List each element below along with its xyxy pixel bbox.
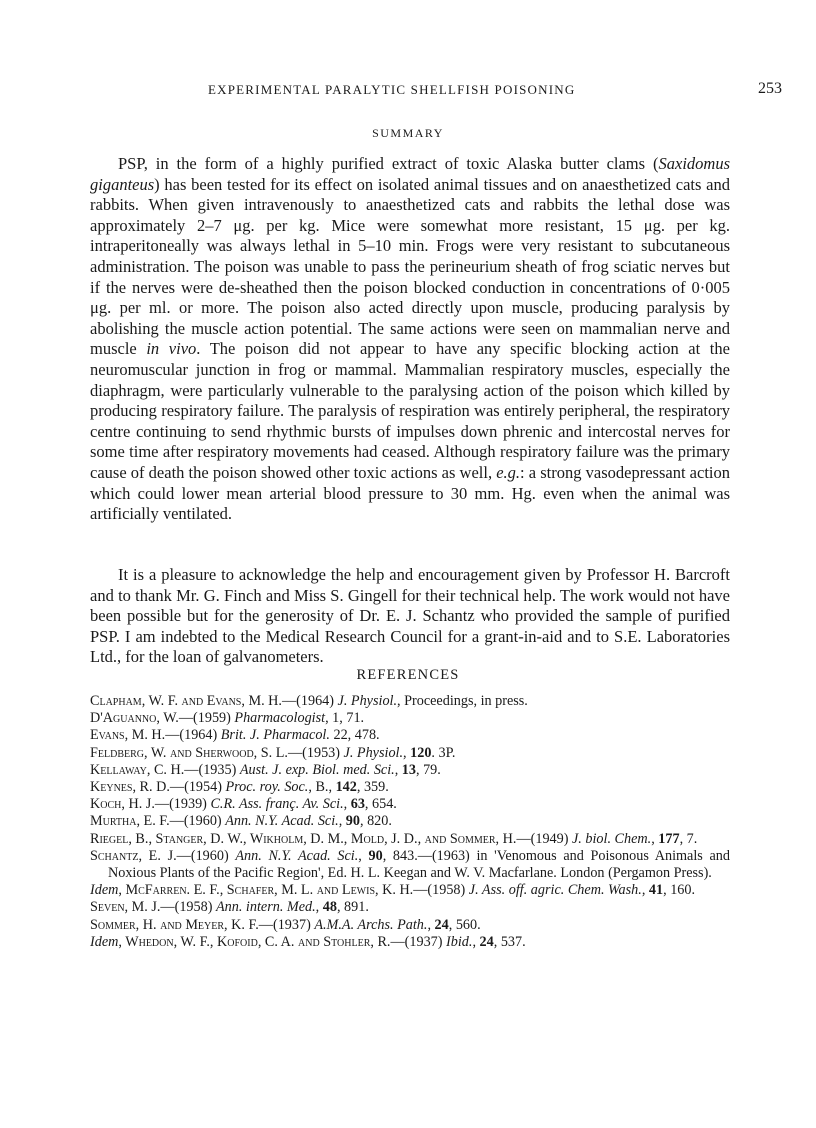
reference-authors: Keynes, R. D. — [90, 779, 170, 796]
page-number: 253 — [758, 80, 782, 97]
summary-text: PSP, in the form of a highly purified extract of toxic Alaska butter clams ( — [118, 154, 659, 173]
reference-series: , B., — [308, 779, 336, 796]
reference-journal: A.M.A. Archs. Path. — [314, 916, 428, 933]
reference-authors: Seven, M. J. — [90, 899, 161, 916]
reference-year: —(1935) — [184, 761, 240, 778]
reference-authors: , Whedon, W. F., Kofoid, C. A. and Stohler, R. — [118, 933, 391, 950]
reference-year: —(1958) — [160, 899, 216, 916]
reference-pages: , Proceedings, in press. — [397, 693, 528, 709]
summary-text: . The poison did not appear to have any specific blocking action at the neuromuscular junction in frog or mammal. Mammalian respiratory muscles, especially the diaphragm, were particularly vulnerable to the paralysing action of the poison which killed by producing respiratory failure. The paralysis of respiration was entirely peripheral, the respiratory centre continuing to send rhythmic bursts of impulses down phrenic and intercostal nerves for some time after respiratory movements had ceased. Although respiratory failure was the primary cause of death the poison showed other toxic actions as well, — [90, 339, 730, 482]
reference-year: —(1937) — [390, 933, 447, 950]
reference-journal: J. Physiol. — [343, 744, 404, 761]
references-heading: REFERENCES — [356, 667, 460, 683]
reference-authors: Schantz, E. J. — [90, 847, 177, 864]
reference-item: Feldberg, W. and Sherwood, S. L.—(1953) J. Physiol., 120. 3P. — [90, 744, 456, 761]
reference-volume: 120 — [410, 744, 432, 761]
reference-item: Riegel, B., Stanger, D. W., Wikholm, D. M., Mold, J. D., and Sommer, H.—(1949) J. biol. Chem., 177, 7. — [90, 830, 698, 847]
reference-item — [90, 693, 730, 710]
reference-pages: , 820. — [359, 813, 392, 830]
reference-journal: Proc. roy. Soc. — [225, 779, 309, 796]
reference-pages: , 654. — [364, 796, 397, 813]
acknowledgement-paragraph: It is a pleasure to acknowledge the help and encouragement given by Professor H. Barcroft and to thank Mr. G. Finch and Miss S. Gingell for their technical help. The work would not have been possible but for the generosity of Dr. E. J. Schantz who provided the sample of purified PSP. I am indebted to the Medical Research Council for a grant-in-aid and to S.E. Laboratories Ltd., for the loan of galvanometers. — [90, 565, 730, 667]
reference-journal: J. Ass. off. agric. Chem. Wash. — [468, 882, 642, 899]
reference-item: Seven, M. J.—(1958) Ann. intern. Med., 48, 891. — [90, 899, 369, 916]
reference-item: Murtha, E. F.—(1960) Ann. N.Y. Acad. Sci., 90, 820. — [90, 813, 392, 830]
reference-pages: 22, 478. — [329, 727, 380, 744]
reference-journal: Aust. J. exp. Biol. med. Sci. — [239, 761, 395, 778]
summary-heading: SUMMARY — [372, 126, 444, 140]
reference-year: —(1937) — [258, 916, 315, 933]
reference-volume: 90 — [345, 813, 360, 830]
reference-authors: Evans, M. H. — [90, 727, 166, 744]
reference-pages: . 3P. — [431, 744, 456, 761]
reference-authors: D'Aguanno, W. — [90, 710, 179, 727]
reference-year: —(1964) — [281, 693, 338, 709]
reference-authors: Feldberg, W. and Sherwood, S. L. — [90, 744, 288, 761]
reference-pages: , 891. — [336, 899, 369, 916]
reference-journal: Pharmacologist — [234, 710, 326, 727]
reference-year: —(1960) — [169, 813, 226, 830]
reference-authors: Kellaway, C. H. — [90, 761, 185, 778]
reference-idem: Idem — [90, 882, 119, 899]
reference-volume: 41 — [648, 882, 664, 899]
reference-journal: Ann. N.Y. Acad. Sci. — [225, 813, 339, 830]
reference-volume: 13 — [401, 761, 416, 778]
reference-pages: , 7. — [679, 830, 698, 847]
reference-year: —(1954) — [169, 779, 226, 796]
reference-journal: J. biol. Chem. — [572, 830, 652, 847]
reference-pages: , 160. — [663, 882, 696, 899]
reference-item: Koch, H. J.—(1939) C.R. Ass. franç. Av. Sci., 63, 654. — [90, 796, 397, 813]
references-list — [90, 693, 730, 951]
reference-journal: Ibid. — [446, 933, 473, 950]
reference-volume: 63 — [350, 796, 365, 813]
reference-item: Schantz, E. J.—(1960) Ann. N.Y. Acad. Sci., 90, 843.—(1963) in 'Venomous and Poisonous Animals and Noxious Plants of the Pacific Region', Ed. H. L. Keegan and W. V. Macfarlane. London (Pergamon Press). — [90, 847, 730, 882]
reference-item — [90, 779, 730, 796]
reference-item: Idem, McFarren. E. F., Schafer, M. L. and Lewis, K. H.—(1958) J. Ass. off. agric. Chem. Wash., 41, 160. — [90, 882, 696, 899]
summary-text: : a strong vasodepressant action which could lower mean arterial blood pressure to 30 mm. Hg. even when the animal was artificially ventilated. — [90, 462, 730, 524]
reference-journal: Ann. intern. Med. — [215, 899, 316, 916]
reference-pages: , 560. — [448, 916, 481, 933]
species-name: Saxidomus giganteus — [90, 154, 730, 194]
reference-year: —(1959) — [178, 710, 235, 727]
reference-volume: 177 — [658, 830, 680, 847]
reference-journal: Brit. J. Pharmacol. — [220, 727, 330, 744]
reference-volume: 142 — [335, 779, 357, 796]
reference-pages: , 1, 71. — [325, 710, 365, 727]
reference-idem: Idem — [90, 933, 119, 950]
reference-pages: , 843.—(1963) in 'Venomous and Poisonous Animals and Noxious Plants of the Pacific Region', Ed. H. L. Keegan and W. V. Macfarlane. London (Pergamon Press). — [108, 847, 730, 882]
reference-authors: Murtha, E. F. — [90, 813, 170, 830]
reference-item: Idem, Whedon, W. F., Kofoid, C. A. and Stohler, R.—(1937) Ibid., 24, 537. — [90, 933, 526, 950]
reference-authors: Clapham, W. F. and Evans, M. H. — [90, 693, 282, 709]
reference-volume: 24 — [479, 933, 494, 950]
reference-pages: , 79. — [415, 761, 441, 778]
reference-year: —(1953) — [287, 744, 344, 761]
reference-volume: 48 — [322, 899, 337, 916]
reference-authors: Sommer, H. and Meyer, K. F. — [90, 916, 259, 933]
reference-item: Sommer, H. and Meyer, K. F.—(1937) A.M.A. Archs. Path., 24, 560. — [90, 916, 481, 933]
reference-year: —(1949) — [516, 830, 572, 847]
reference-authors: Riegel, B., Stanger, D. W., Wikholm, D. M., Mold, J. D., and Sommer, H. — [90, 830, 517, 847]
reference-journal: C.R. Ass. franç. Av. Sci. — [210, 796, 344, 813]
in-vivo-term: in vivo — [146, 339, 197, 359]
reference-item — [90, 710, 730, 727]
reference-year: —(1939) — [154, 796, 211, 813]
eg-abbrev: e.g. — [496, 462, 521, 482]
reference-journal: J. Physiol. — [337, 693, 398, 709]
reference-pages: , 537. — [493, 933, 526, 950]
reference-authors: Koch, H. J. — [90, 796, 155, 813]
reference-volume: 24 — [434, 916, 449, 933]
reference-pages: , 359. — [356, 779, 389, 796]
summary-paragraph — [90, 154, 730, 525]
running-head-title: EXPERIMENTAL PARALYTIC SHELLFISH POISONING — [208, 82, 576, 97]
reference-item: Kellaway, C. H.—(1935) Aust. J. exp. Biol. med. Sci., 13, 79. — [90, 761, 441, 778]
reference-year: —(1958) — [413, 882, 469, 899]
summary-text: ) has been tested for its effect on isolated animal tissues and on anaesthetized cats and rabbits. When given intravenously to anaesthetized cats and rabbits the lethal dose was approximately 2–7 μg. per kg. Mice were somewhat more resistant, 15 μg. per kg. intraperitoneally was always lethal in 5–10 min. Frogs were very resistant to subcutaneous administration. The poison was unable to pass the perineurium sheath of frog sciatic nerves but if the nerves were de-sheathed then the poison blocked conduction in concentrations of 0·005 μg. per ml. or more. The poison also acted directly upon muscle, producing paralysis by abolishing the muscle action potential. The same actions were seen on mammalian nerve and muscle — [90, 174, 730, 359]
reference-volume: 90 — [368, 847, 383, 864]
reference-year: —(1960) — [176, 847, 236, 864]
reference-authors: , McFarren. E. F., Schafer, M. L. and Lewis, K. H. — [118, 882, 414, 899]
reference-year: —(1964) — [165, 727, 221, 744]
reference-item — [90, 727, 730, 744]
reference-journal: Ann. N.Y. Acad. Sci. — [235, 847, 359, 864]
